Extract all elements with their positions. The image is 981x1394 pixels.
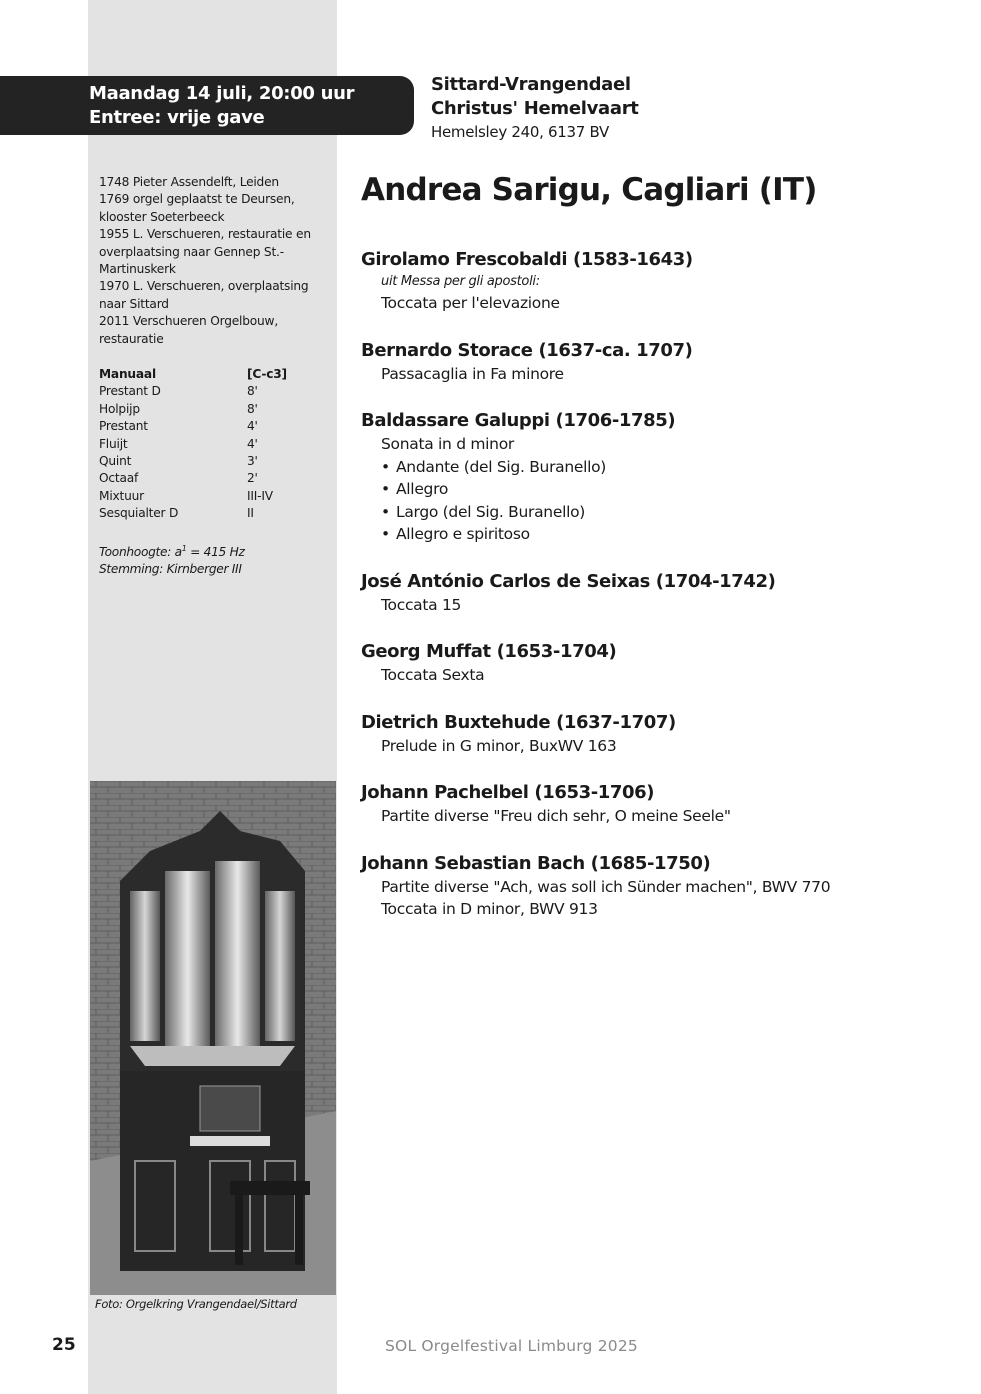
work-title: Toccata 15 <box>381 595 462 614</box>
photo-caption: Foto: Orgelkring Vrangendael/Sittard <box>95 1297 297 1311</box>
stop-row <box>99 505 299 522</box>
pitch-line: Toonhoogte: $a^1 = 415$ Hz <box>99 544 245 560</box>
work-title: Partite diverse "Ach, was soll ich Sünder machen", BWV 770 <box>381 877 831 896</box>
stop-name: Prestant D <box>99 384 161 399</box>
history-line: 1970 L. Verschueren, overplaatsing naar Sittard <box>99 279 309 311</box>
work-title: Prelude in G minor, BuxWV 163 <box>381 736 617 755</box>
history-line: 1748 Pieter Assendelft, Leiden <box>99 175 279 189</box>
program-item <box>361 640 961 687</box>
history-line: 1955 L. Verschueren, restauratie en overplaatsing naar Gennep St.-Martinuskerk <box>99 227 311 277</box>
venue-block <box>431 73 639 143</box>
stop-name: Mixtuur <box>99 488 144 503</box>
stop-pitch: 8' <box>247 384 258 399</box>
page-number: 25 <box>52 1335 76 1355</box>
stop-name: Fluijt <box>99 436 128 451</box>
stop-pitch: 3' <box>247 454 258 469</box>
stop-pitch: 4' <box>247 419 258 434</box>
stop-row <box>99 418 299 435</box>
stop-pitch: 2' <box>247 471 258 486</box>
stop-name: Quint <box>99 454 132 469</box>
work-title: Passacaglia in Fa minore <box>381 364 564 383</box>
organ-disposition <box>99 366 299 523</box>
admission-info: Entree: vrije gave <box>89 107 265 128</box>
organ-history <box>99 174 319 348</box>
stop-row <box>99 401 299 418</box>
composer-name: Johann Sebastian Bach (1685-1750) <box>361 852 711 874</box>
manual-label: Manuaal <box>99 367 156 381</box>
venue-town: Sittard-Vrangendael <box>431 74 631 95</box>
work-title: Sonata in d minor <box>381 435 514 453</box>
organ-photo <box>90 781 336 1295</box>
manual-range: [C-c3] <box>247 367 287 381</box>
program-item <box>361 409 961 546</box>
work-title: Toccata in D minor, BWV 913 <box>381 900 598 918</box>
stop-row <box>99 436 299 453</box>
composer-name: Georg Muffat (1653-1704) <box>361 641 617 662</box>
program-item <box>361 570 961 617</box>
work-title: Toccata per l'elevazione <box>381 294 560 312</box>
footer-title: SOL Orgelfestival Limburg 2025 <box>385 1337 638 1355</box>
stop-row <box>99 383 299 400</box>
composer-name: Johann Pachelbel (1653-1706) <box>361 782 655 803</box>
work-source: uit Messa per gli apostoli: <box>381 274 540 289</box>
composer-name: Baldassare Galuppi (1706-1785) <box>361 410 676 431</box>
venue-address: Hemelsley 240, 6137 BV <box>431 123 609 141</box>
stop-name: Holpijp <box>99 401 140 416</box>
stop-row <box>99 453 299 470</box>
stop-row <box>99 488 299 505</box>
composer-name: José António Carlos de Seixas (1704-1742) <box>361 570 776 592</box>
program-item <box>361 852 961 921</box>
composer-name: Bernardo Storace (1637-ca. 1707) <box>361 339 693 361</box>
concert-date-time: Maandag 14 juli, 20:00 uur <box>89 83 355 104</box>
program-item <box>361 781 961 828</box>
movement-item: • Allegro e spiritoso <box>361 523 961 546</box>
program-item <box>361 711 961 758</box>
stop-name: Prestant <box>99 419 148 434</box>
movement-item: • Largo (del Sig. Buranello) <box>361 501 961 524</box>
stop-pitch: 4' <box>247 436 258 451</box>
movement-item: • Allegro <box>361 478 961 501</box>
stop-name: Sesquialter D <box>99 506 179 521</box>
stop-name: Octaaf <box>99 471 139 486</box>
program-item <box>361 339 961 386</box>
movement-item: • Andante (del Sig. Buranello) <box>361 456 961 479</box>
temperament-line: Stemming: Kirnberger III <box>99 562 242 577</box>
program-list <box>361 248 961 945</box>
stop-pitch: III-IV <box>247 488 273 503</box>
work-title: Toccata Sexta <box>381 666 485 684</box>
venue-church: Christus' Hemelvaart <box>431 98 639 119</box>
program-item <box>361 248 961 315</box>
tuning-info <box>99 540 319 579</box>
stop-pitch: 8' <box>247 401 258 416</box>
work-title: Partite diverse "Freu dich sehr, O meine Seele" <box>381 807 731 825</box>
stop-row <box>99 470 299 487</box>
composer-name: Girolamo Frescobaldi (1583-1643) <box>361 249 693 270</box>
composer-name: Dietrich Buxtehude (1637-1707) <box>361 711 676 733</box>
history-line: 2011 Verschueren Orgelbouw, restauratie <box>99 314 278 346</box>
performer-name: Andrea Sarigu, Cagliari (IT) <box>361 172 817 208</box>
stop-pitch: II <box>247 506 254 521</box>
organ-illustration <box>90 781 336 1295</box>
date-banner <box>0 76 414 135</box>
history-line: 1769 orgel geplaatst te Deursen, klooster Soeterbeeck <box>99 192 295 224</box>
